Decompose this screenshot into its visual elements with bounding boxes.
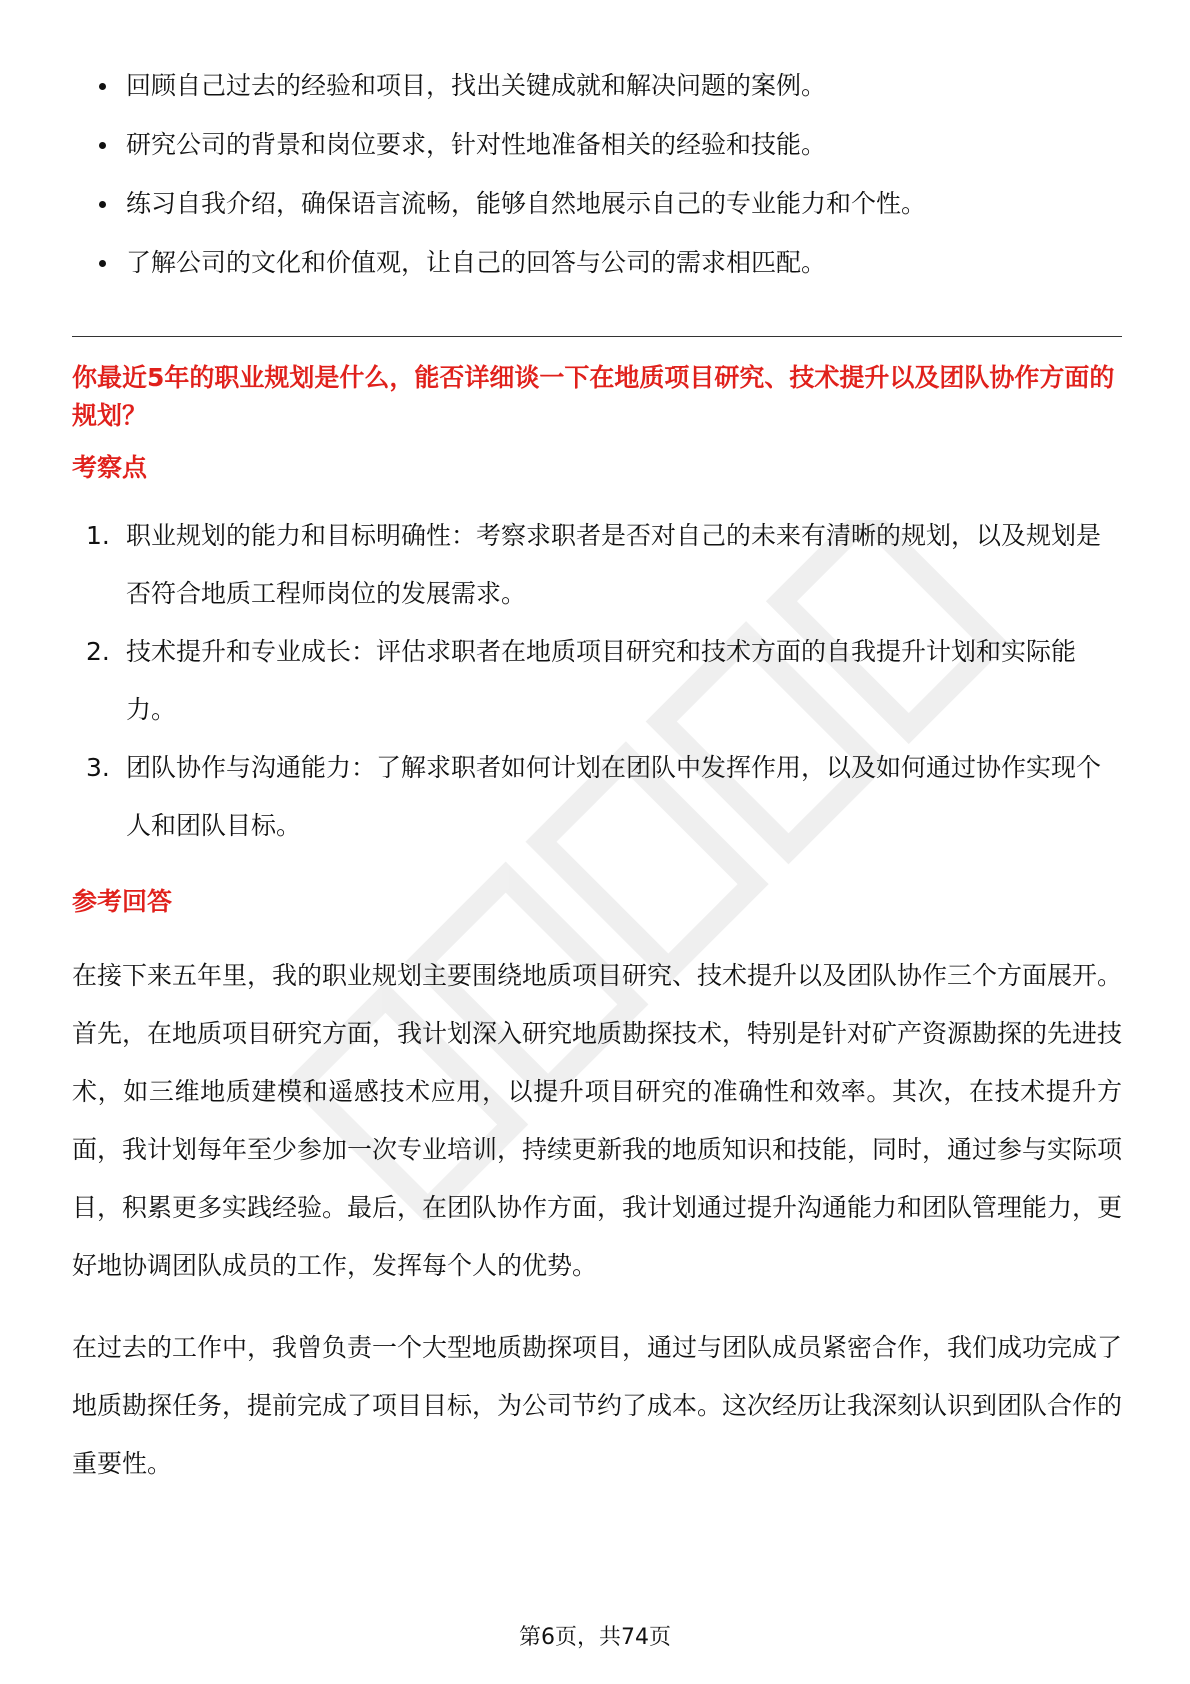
section-divider <box>72 336 1122 337</box>
page-number: 第6页，共74页 <box>519 1625 671 1650</box>
list-number: 3. <box>86 753 110 782</box>
list-item <box>72 115 1122 174</box>
answer-paragraph: 在过去的工作中，我曾负责一个大型地质勘探项目，通过与团队成员紧密合作，我们成功完成了地质勘探任务，提前完成了项目目标，为公司节约了成本。这次经历让我深刻认识到团队合作的重要性。 <box>72 1333 1123 1478</box>
assessment-points-list <box>72 507 1122 855</box>
list-item <box>72 623 1122 739</box>
list-number: 2. <box>86 637 110 666</box>
list-item-text: 研究公司的背景和岗位要求，针对性地准备相关的经验和技能。 <box>126 130 827 159</box>
list-item-text: 了解公司的文化和价值观，让自己的回答与公司的需求相匹配。 <box>126 248 827 277</box>
bullet-dot-icon <box>99 142 106 149</box>
bullet-dot-icon <box>99 201 106 208</box>
list-item-text: 技术提升和专业成长：评估求职者在地质项目研究和技术方面的自我提升计划和实际能力。 <box>126 637 1077 724</box>
list-item <box>72 507 1122 623</box>
list-item-text: 练习自我介绍，确保语言流畅，能够自然地展示自己的专业能力和个性。 <box>126 189 927 218</box>
list-item-text: 团队协作与沟通能力：了解求职者如何计划在团队中发挥作用，以及如何通过协作实现个人和团队目标。 <box>126 753 1102 840</box>
list-item <box>72 56 1122 115</box>
bullet-dot-icon <box>99 83 106 90</box>
page-content <box>72 56 1122 1493</box>
answer-paragraph: 在接下来五年里，我的职业规划主要围绕地质项目研究、技术提升以及团队协作三个方面展开。首先，在地质项目研究方面，我计划深入研究地质勘探技术，特别是针对矿产资源勘探的先进技术，如三维地质建模和遥感技术应用，以提升项目研究的准确性和效率。其次，在技术提升方面，我计划每年至少参加一次专业培训，持续更新我的地质知识和技能，同时，通过参与实际项目，积累更多实践经验。最后，在团队协作方面，我计划通过提升沟通能力和团队管理能力，更好地协调团队成员的工作，发挥每个人的优势。 <box>72 961 1123 1280</box>
list-item-text: 职业规划的能力和目标明确性：考察求职者是否对自己的未来有清晰的规划，以及规划是否符合地质工程师岗位的发展需求。 <box>126 521 1102 608</box>
list-item-text: 回顾自己过去的经验和项目，找出关键成就和解决问题的案例。 <box>126 71 827 100</box>
list-item <box>72 233 1122 292</box>
assessment-points-heading: 考察点 <box>72 453 148 482</box>
question-title: 你最近5年的职业规划是什么，能否详细谈一下在地质项目研究、技术提升以及团队协作方面的规划？ <box>72 363 1115 430</box>
list-number: 1. <box>86 521 110 550</box>
bullet-dot-icon <box>99 260 106 267</box>
list-item <box>72 174 1122 233</box>
tips-list <box>72 56 1122 292</box>
list-item <box>72 739 1122 855</box>
reference-answer-heading: 参考回答 <box>72 887 173 916</box>
